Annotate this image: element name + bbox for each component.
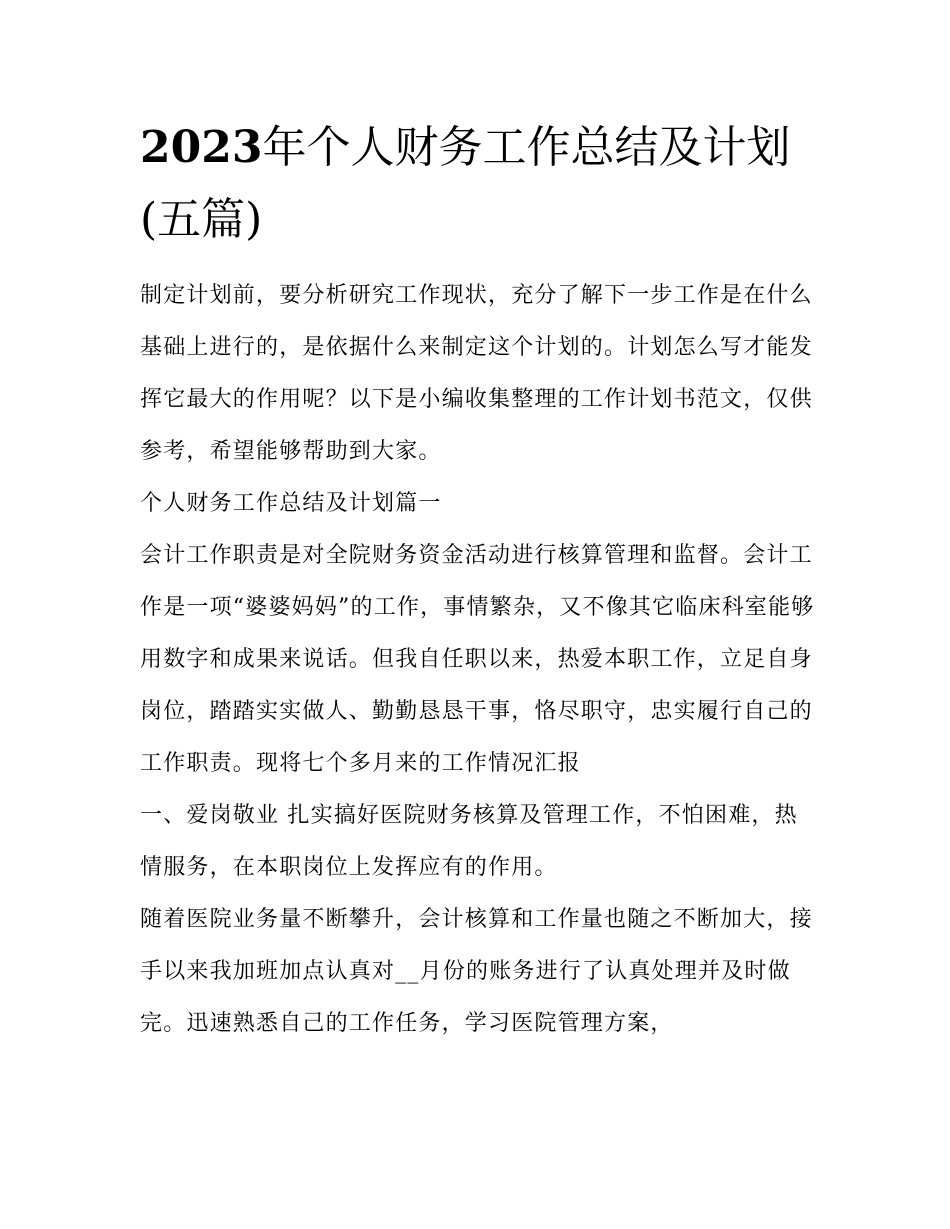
- document-body: [140, 270, 815, 1050]
- body-paragraph: 会计工作职责是对全院财务资金活动进行核算管理和监督。会计工作是一项“婆婆妈妈”的工作，事情繁杂，又不像其它临床科室能够用数字和成果来说话。但我自任职以来，热爱本职工作，立足自身岗位，踏踏实实做人、勤勤恳恳干事，恪尽职守，忠实履行自己的工作职责。现将七个多月来的工作情况汇报: [140, 543, 815, 776]
- body-paragraph: 随着医院业务量不断攀升，会计核算和工作量也随之不断加大，接手以来我加班加点认真对__月份的账务进行了认真处理并及时做完。迅速熟悉自己的工作任务，学习医院管理方案，: [140, 907, 813, 1036]
- body-paragraph: 一、爱岗敬业 扎实搞好医院财务核算及管理工作，不怕困难，热情服务，在本职岗位上发挥应有的作用。: [140, 803, 798, 880]
- title-year: 2023: [140, 122, 263, 173]
- title-text: 年个人财务工作总结及计划(五篇): [140, 122, 791, 245]
- section-heading: 个人财务工作总结及计划篇一: [140, 491, 442, 516]
- intro-paragraph: 制定计划前，要分析研究工作现状，充分了解下一步工作是在什么基础上进行的，是依据什么来制定这个计划的。计划怎么写才能发挥它最大的作用呢？以下是小编收集整理的工作计划书范文，仅供参考，希望能够帮助到大家。: [140, 283, 813, 464]
- document-title: [140, 112, 820, 256]
